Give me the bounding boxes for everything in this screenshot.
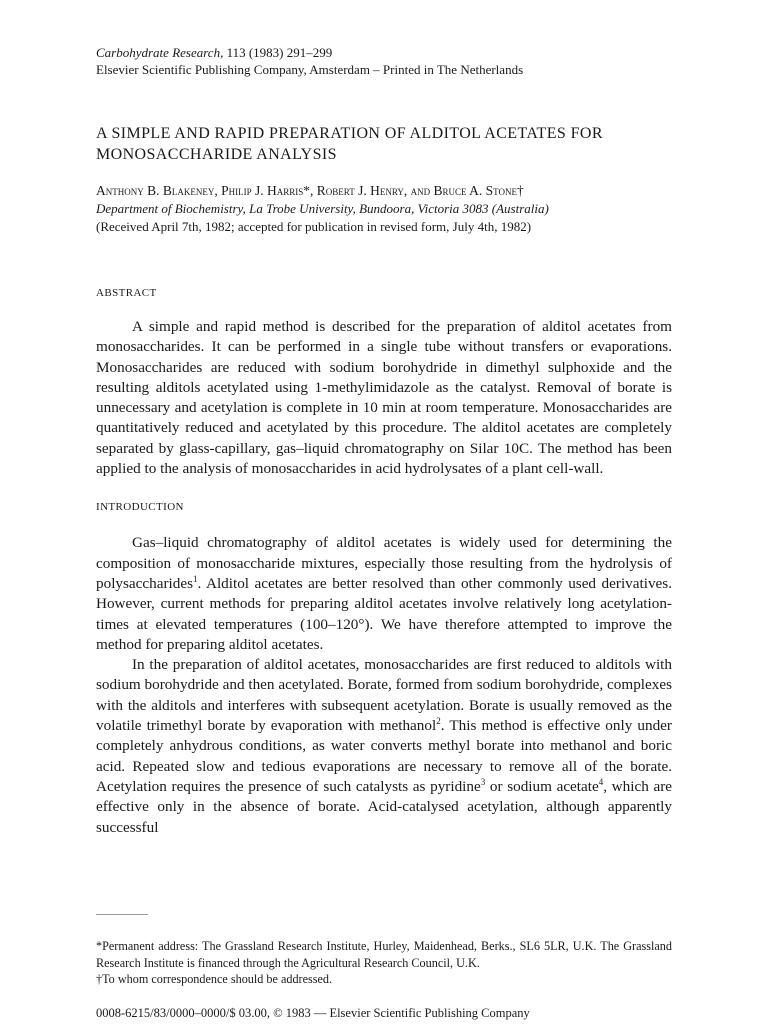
introduction-heading: INTRODUCTION [96,501,184,514]
intro-p2-text-d: , which are effective only in the absence of borate. Acid-catalysed acetylation, although apparently successful [96,777,672,836]
received-dates: (Received April 7th, 1982; accepted for publication in revised form, July 4th, 1982) [96,219,532,234]
footnote-divider [96,914,148,915]
title-line-2: MONOSACCHARIDE ANALYSIS [96,146,337,163]
intro-p2-text-c: or sodium acetate [485,777,599,795]
journal-citation [96,44,672,61]
footnote-2: †To whom correspondence should be addressed. [96,972,333,986]
paper-page [96,44,672,838]
title-line-1: A SIMPLE AND RAPID PREPARATION OF ALDITOL ACETATES FOR [96,125,603,142]
abstract-text: A simple and rapid method is described for the preparation of alditol acetates from monosaccharides. It can be performed in a single tube without transfers or evaporations. Monosaccharides are reduced with sodium borohydride in dimethyl sulphoxide and the resulting alditols acetylated using 1-methylimidazole as the catalyst. Removal of borate is unnecessary and acetylation is complete in 10 min at room temperature. Monosaccharides are quantitatively reduced and acetylated by this procedure. The alditol acetates are completely separated by glass-capillary, gas–liquid chromatography on Silar 10C. The method has been applied to the analysis of monosaccharides in acid hydrolysates of a plant cell-wall. [96,318,672,478]
ref-1: 1 [193,573,198,584]
copyright-line: 0008-6215/83/0000–0000/$ 03.00, © 1983 — Elsevier Scientific Publishing Company [96,1006,530,1020]
journal-ref: , 113 (1983) 291–299 [220,45,333,60]
affiliation: Department of Biochemistry, La Trobe University, Bundoora, Victoria 3083 (Australia) [96,201,549,216]
ref-2: 2 [436,715,441,726]
intro-p2-text-a: In the preparation of alditol acetates, monosaccharides are first reduced to alditols with sodium borohydride and then acetylated. Borate, formed from sodium borohydride, complexes with the alditols and interferes with subsequent acetylation. Borate is usually removed as the volatile trimethyl borate by evaporation with methanol [96,656,672,735]
journal-header [96,44,672,78]
intro-p2-text-b: . This method is effective only under completely anhydrous conditions, as water converts methyl borate into methanol and boric acid. Repeated slow and tedious evaporations are necessary to remove all of the borate. Acetylation requires the presence of such catalysts as pyridine [96,717,672,795]
ref-4: 4 [598,776,604,787]
footnotes [96,938,672,988]
intro-paragraph-2 [96,655,672,838]
article-title [96,123,672,165]
abstract-heading: ABSTRACT [96,287,157,299]
intro-p1-text-b: . Alditol acetates are better resolved than other commonly used derivatives. However, current methods for preparing alditol acetates involve relatively long acetylation-times at elevated temperatures (100–120°). We have therefore attempted to improve the method for preparing alditol acetates. [96,574,672,653]
intro-p1-text-a: Gas–liquid chromatography of alditol acetates is widely used for determining the composition of monosaccharide mixtures, especially those resulting from the hydrolysis of polysaccharides [96,534,672,592]
footnote-1: *Permanent address: The Grassland Research Institute, Hurley, Maidenhead, Berks., SL6 5LR, U.K. The Grassland Research Institute is financed through the Agricultural Research Council, U.K. [96,939,672,970]
intro-paragraph-1 [96,533,672,655]
author-list: Anthony B. Blakeney, Philip J. Harris*, Robert J. Henry, and Bruce A. Stone† [96,183,524,198]
journal-name: Carbohydrate Research [96,45,221,60]
authors [96,182,672,200]
publisher-line: Elsevier Scientific Publishing Company, Amsterdam – Printed in The Netherlands [96,62,524,77]
ref-3: 3 [480,776,486,787]
